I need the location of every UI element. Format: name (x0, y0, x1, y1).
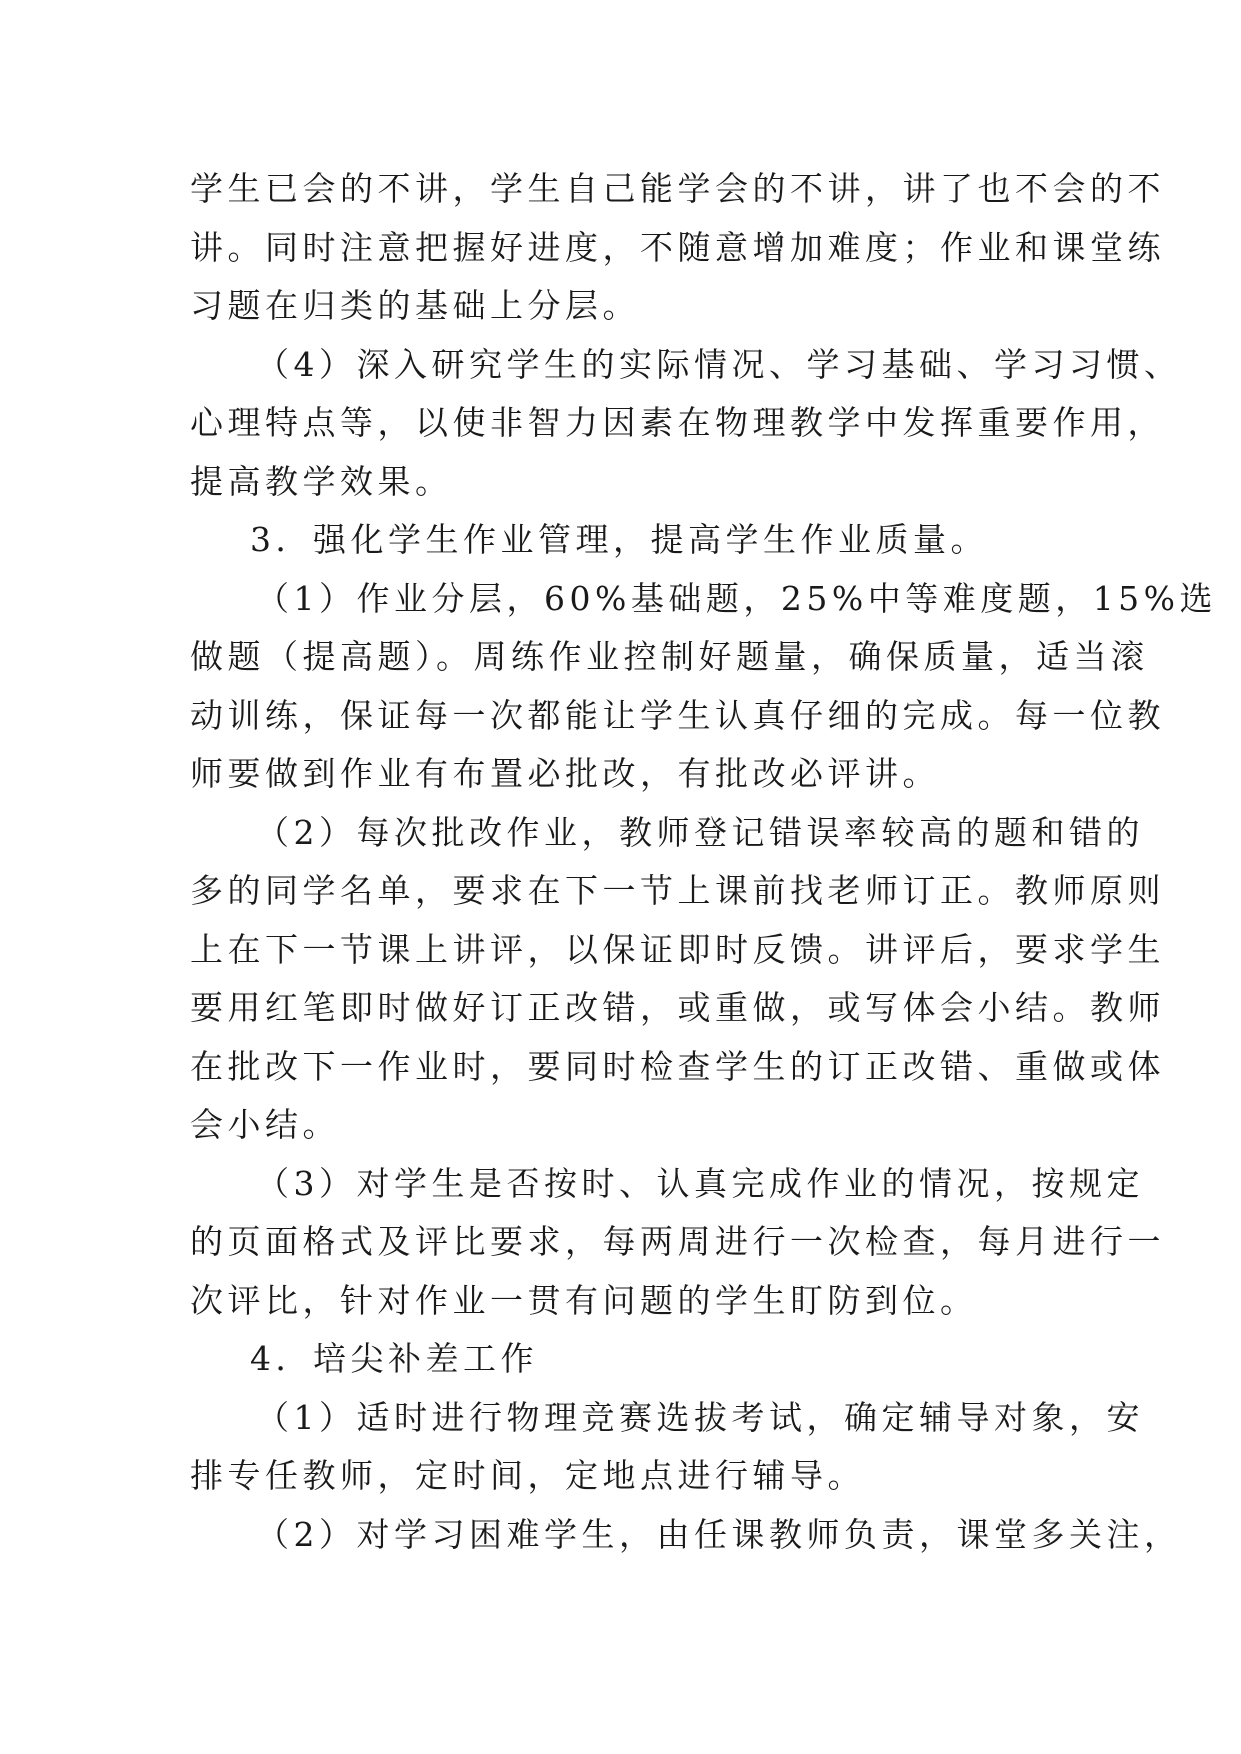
text-line: 要用红笔即时做好订正改错，或重做，或写体会小结。教师 (190, 988, 1165, 1027)
text-line: 的页面格式及评比要求，每两周进行一次检查，每月进行一 (190, 1222, 1165, 1261)
text-line: 多的同学名单，要求在下一节上课前找老师订正。教师原则 (190, 871, 1165, 910)
text-line: 习题在归类的基础上分层。 (190, 286, 640, 325)
text-line: （1）适时进行物理竞赛选拔考试，确定辅导对象，安 (256, 1397, 1144, 1437)
text-line: 提高教学效果。 (190, 461, 453, 501)
text-line: 讲。同时注意把握好进度，不随意增加难度；作业和课堂练 (190, 227, 1165, 267)
text-line: 上在下一节课上讲评，以保证即时反馈。讲评后，要求学生 (190, 929, 1165, 969)
text-line: 次评比，针对作业一贯有问题的学生盯防到位。 (190, 1280, 978, 1320)
text-line: （1）作业分层，60%基础题，25%中等难度题，15%选 (256, 578, 1218, 618)
text-line: 排专任教师，定时间，定地点进行辅导。 (190, 1456, 865, 1495)
text-line: 学生已会的不讲，学生自己能学会的不讲，讲了也不会的不 (190, 169, 1165, 208)
paragraph-homework-3 (190, 1155, 1165, 1331)
text-line: 心理特点等，以使非智力因素在物理教学中发挥重要作用， (190, 403, 1165, 442)
paragraph-tutoring-2 (190, 1506, 1182, 1565)
paragraph-item-4 (190, 336, 1182, 512)
text-line: 会小结。 (190, 1105, 340, 1144)
text-line: 动训练，保证每一次都能让学生认真仔细的完成。每一位教 (190, 695, 1165, 735)
text-line: 在批改下一作业时，要同时检查学生的订正改错、重做或体 (190, 1046, 1165, 1086)
text-line: （2）每次批改作业，教师登记错误率较高的题和错的 (256, 812, 1144, 852)
paragraph-continuation (190, 160, 1165, 336)
text-line: （4）深入研究学生的实际情况、学习基础、学习习惯、 (256, 344, 1182, 384)
text-line: （2）对学习困难学生，由任课教师负责，课堂多关注， (256, 1514, 1182, 1554)
paragraph-homework-1 (190, 570, 1218, 804)
paragraph-tutoring-1 (190, 1389, 1144, 1506)
paragraph-homework-2 (190, 804, 1165, 1155)
text-line: 师要做到作业有布置必批改，有批改必评讲。 (190, 754, 940, 793)
section-heading-4 (190, 1330, 1060, 1389)
heading-line: 4．培尖补差工作 (250, 1339, 538, 1378)
heading-line: 3．强化学生作业管理，提高学生作业质量。 (250, 520, 988, 559)
text-line: 做题（提高题）。周练作业控制好题量，确保质量，适当滚 (190, 637, 1149, 676)
document-body (190, 160, 1218, 1564)
text-line: （3）对学生是否按时、认真完成作业的情况，按规定 (256, 1163, 1144, 1203)
section-heading-3 (190, 511, 1060, 570)
